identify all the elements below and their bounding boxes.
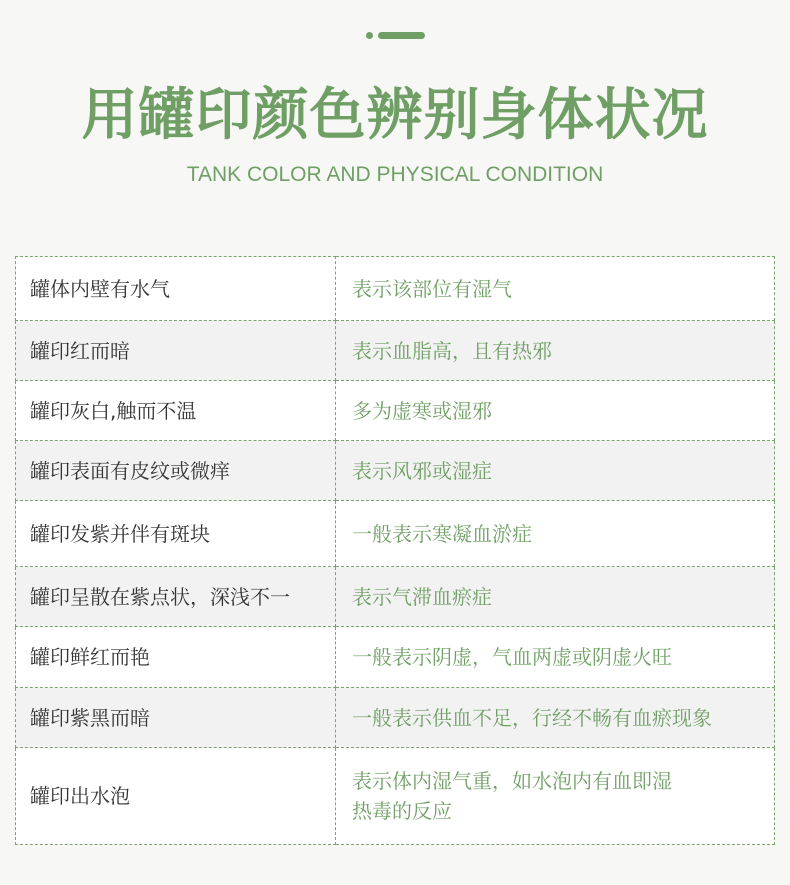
sign-cell: 罐印呈散在紫点状，深浅不一 [16, 567, 336, 627]
meaning-cell: 表示气滞血瘀症 [336, 567, 775, 627]
cupping-mark-table [15, 256, 775, 845]
sign-cell: 罐印灰白,触而不温 [16, 381, 336, 441]
page-title: 用罐印颜色辨别身体状况 [81, 83, 709, 148]
meaning-cell: 表示风邪或湿症 [336, 441, 775, 501]
meaning-cell: 一般表示寒凝血淤症 [336, 501, 775, 567]
meaning-cell: 多为虚寒或湿邪 [336, 381, 775, 441]
table-row [16, 567, 775, 627]
sign-cell: 罐印紫黑而暗 [16, 688, 336, 748]
decorative-dot [366, 32, 373, 39]
meaning-cell: 表示体内湿气重，如水泡内有血即湿热毒的反应 [336, 748, 775, 845]
table-row [16, 441, 775, 501]
meaning-cell: 表示该部位有湿气 [336, 257, 775, 321]
sign-cell: 罐印出水泡 [16, 748, 336, 845]
table-row [16, 257, 775, 321]
sign-cell: 罐印鲜红而艳 [16, 627, 336, 688]
meaning-cell: 表示血脂高，且有热邪 [336, 321, 775, 381]
meaning-cell: 一般表示阴虚，气血两虚或阴虚火旺 [336, 627, 775, 688]
sign-cell: 罐体内壁有水气 [16, 257, 336, 321]
table-row [16, 688, 775, 748]
sign-cell: 罐印发紫并伴有斑块 [16, 501, 336, 567]
table-row [16, 748, 775, 845]
page-subtitle: TANK COLOR AND PHYSICAL CONDITION [186, 163, 604, 186]
sign-cell: 罐印表面有皮纹或微痒 [16, 441, 336, 501]
table-row [16, 627, 775, 688]
table-row [16, 321, 775, 381]
meaning-cell: 一般表示供血不足，行经不畅有血瘀现象 [336, 688, 775, 748]
decorative-bar [378, 32, 425, 39]
table-row [16, 381, 775, 441]
sign-cell: 罐印红而暗 [16, 321, 336, 381]
table-row [16, 501, 775, 567]
